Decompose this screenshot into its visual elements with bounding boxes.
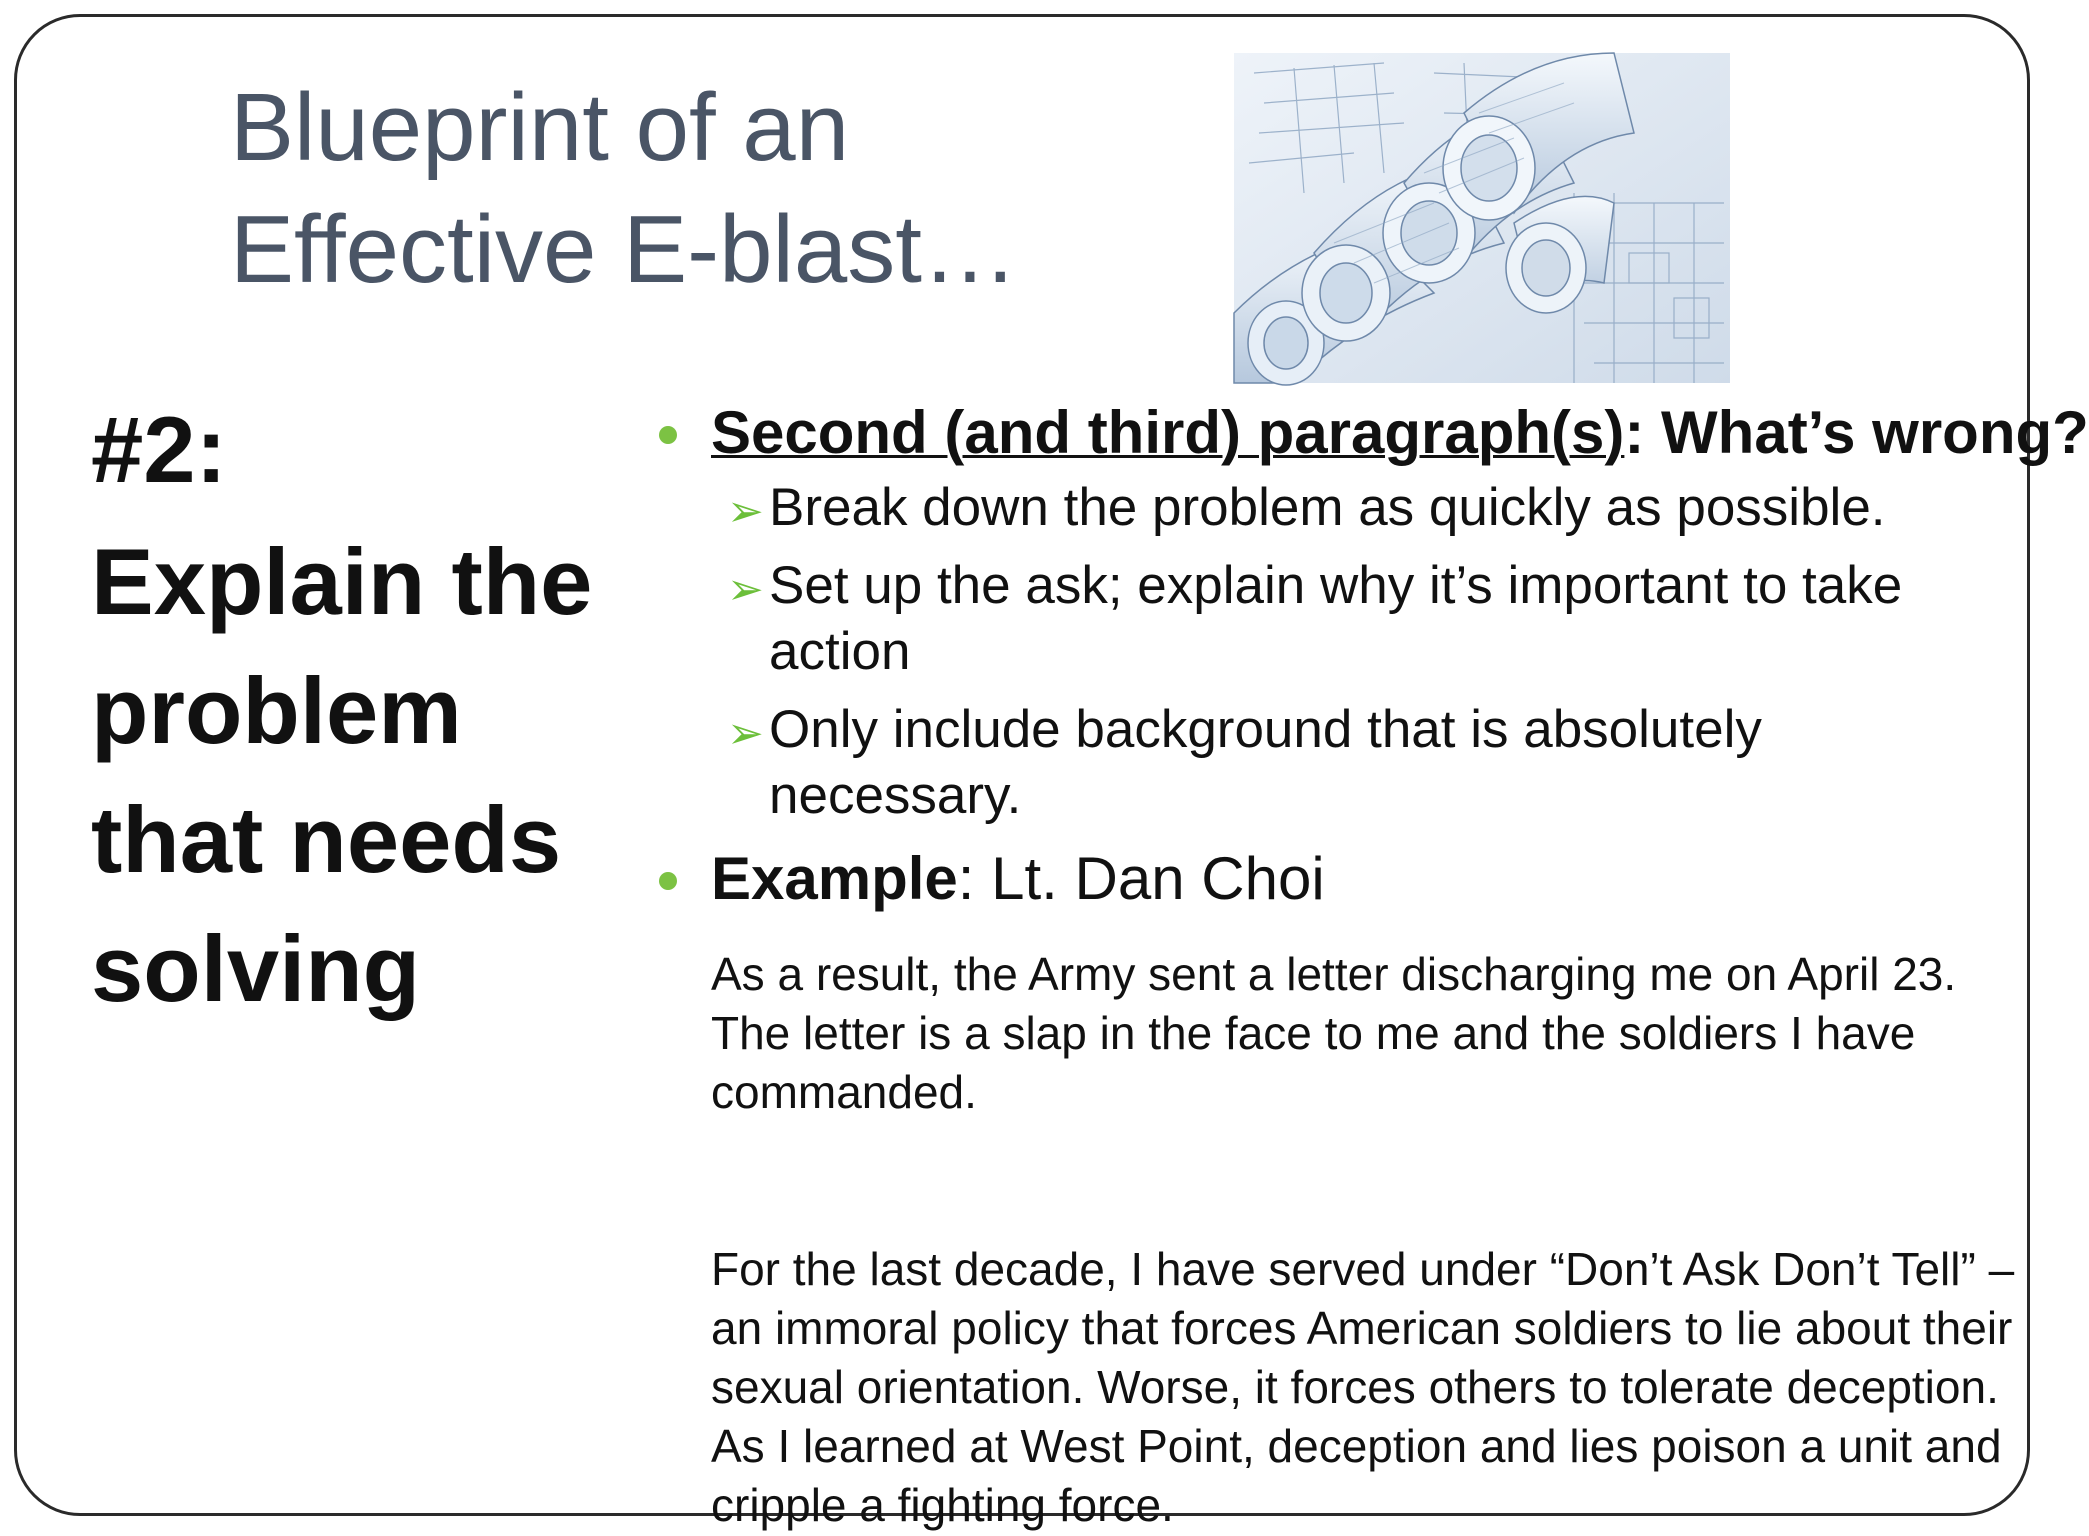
sub-bullet-item (647, 697, 2027, 829)
bullet-rest: : Lt. Dan Choi (957, 845, 1325, 912)
section-description: Explain the problem that needs solving (91, 529, 593, 1021)
sub-bullet-text: Break down the problem as quickly as possible. (769, 478, 1886, 537)
blueprint-rolls-image (1234, 53, 1730, 383)
arrow-right-icon: ➢ (727, 487, 764, 536)
sub-bullet-item (647, 475, 2027, 541)
bullet-whats-wrong (647, 395, 2089, 471)
section-heading (91, 395, 611, 1033)
bullet-label: Second (and third) paragraph(s) (711, 399, 1625, 466)
bullet-rest: : What’s wrong? (1624, 399, 2089, 466)
sub-bullet-text: Set up the ask; explain why it’s important to take action (769, 556, 1903, 681)
arrow-right-icon: ➢ (727, 565, 764, 614)
slide-title-line-1: Blueprint of an (230, 74, 850, 181)
bullet-dot-icon (659, 872, 677, 890)
sub-bullet-list (647, 475, 2027, 829)
bullet-example (647, 841, 2027, 917)
sub-bullet-item (647, 553, 2027, 685)
slide-frame (14, 14, 2089, 1531)
slide-title-line-2: Effective E-blast… (230, 196, 1018, 303)
sub-bullet-text: Only include background that is absolutely necessary. (769, 700, 1762, 825)
bullet-dot-icon (659, 426, 677, 444)
section-number: #2: (91, 397, 227, 502)
quote-paragraph: As a result, the Army sent a letter discharging me on April 23. The letter is a slap in the face to me and the soldiers I have commanded. (711, 948, 1957, 1118)
slide-title (230, 67, 1050, 311)
arrow-right-icon: ➢ (727, 709, 764, 758)
bullet-label: Example (711, 845, 958, 912)
slide-content (647, 395, 2089, 1535)
example-quote (647, 945, 2041, 1535)
quote-paragraph: For the last decade, I have served under “Don’t Ask Don’t Tell” – an immoral policy that forces American soldiers to lie about their sexual orientation. Worse, it forces others to tolerate deception. As I learned at West Point, deception and lies poison a unit and cripple a fighting force. (711, 1243, 2015, 1531)
